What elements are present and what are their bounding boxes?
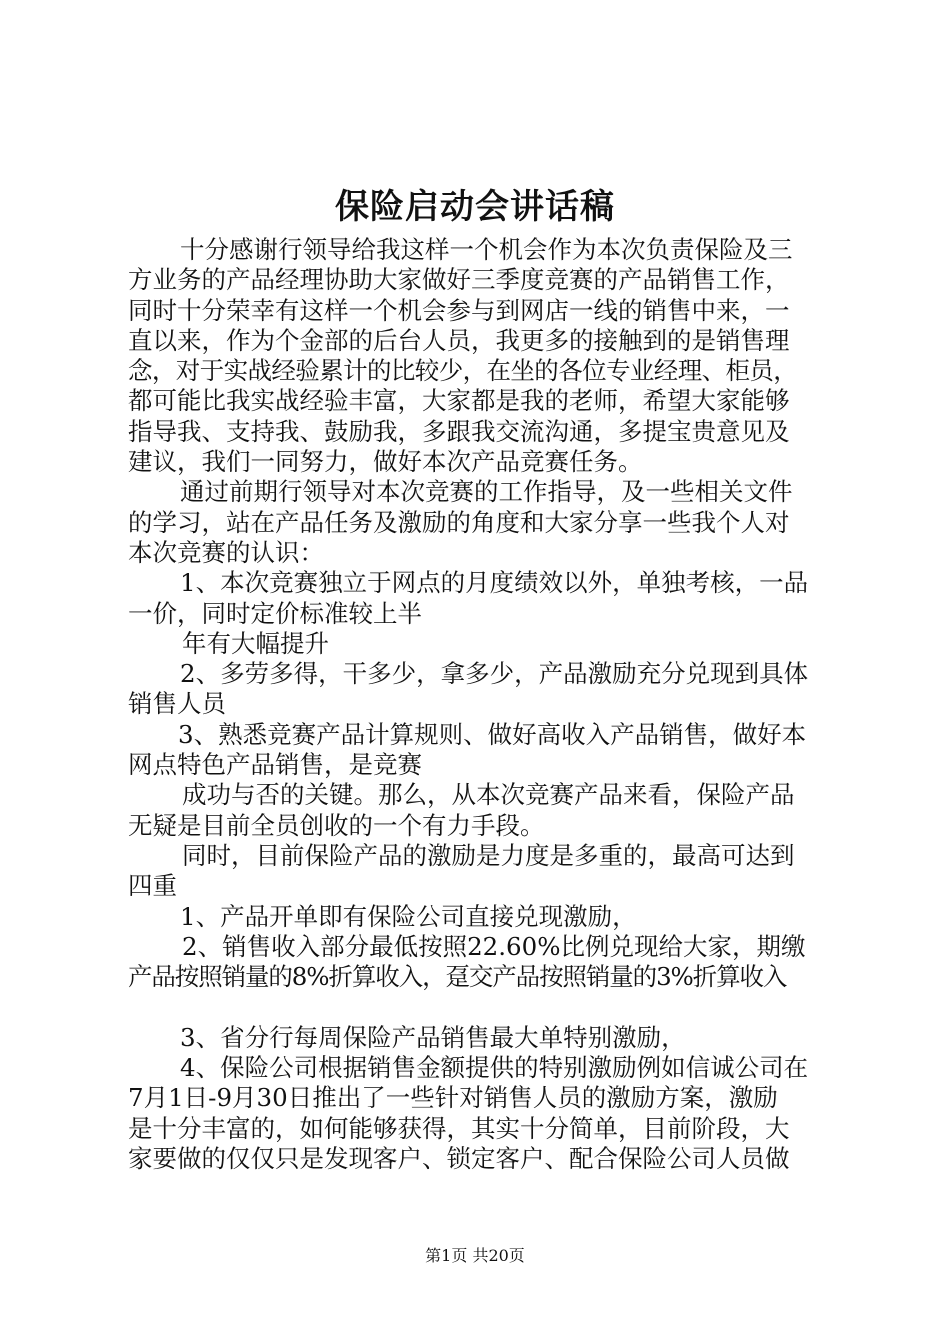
list-line: 3、省分行每周保险产品销售最大单特别激励， xyxy=(180,1022,686,1052)
list-line: 2、多劳多得，干多少，拿多少，产品激励充分兑现到具体 xyxy=(180,659,809,689)
paragraph-line: 指导我、支持我、鼓励我，多跟我交流沟通，多提宝贵意见及 xyxy=(128,416,790,446)
paragraph-line: 建议，我们一同努力，做好本次产品竞赛任务。 xyxy=(128,447,643,477)
paragraph-line: 四重 xyxy=(128,871,177,901)
paragraph-line: 十分感谢行领导给我这样一个机会作为本次负责保险及三 xyxy=(180,235,793,264)
list-line: 网点特色产品销售，是竞赛 xyxy=(128,750,422,780)
paragraph-line: 直以来，作为个金部的后台人员，我更多的接触到的是销售理 xyxy=(128,325,790,355)
list-line: 家要做的仅仅只是发现客户、锁定客户、配合保险公司人员做 xyxy=(128,1143,790,1173)
blank-line xyxy=(128,992,840,1022)
list-line: 1、本次竞赛独立于网点的月度绩效以外，单独考核，一品 xyxy=(180,568,809,598)
list-line: 是十分丰富的，如何能够获得，其实十分简单，目前阶段，大 xyxy=(128,1113,790,1143)
list-line: 年有大幅提升 xyxy=(182,628,329,658)
paragraph-line: 无疑是目前全员创收的一个有力手段。 xyxy=(128,810,545,840)
paragraph-line: 通过前期行领导对本次竞赛的工作指导，及一些相关文件 xyxy=(180,477,793,507)
paragraph-line: 的学习，站在产品任务及激励的角度和大家分享一些我个人对 xyxy=(128,507,790,537)
list-line: 4、保险公司根据销售金额提供的特别激励例如信诚公司在 xyxy=(180,1053,809,1083)
list-line: 2、销售收入部分最低按照22.60%比例兑现给大家，期缴 xyxy=(182,931,806,961)
document-body xyxy=(128,235,840,1174)
page-number-footer: 第1页 共20页 xyxy=(425,1246,525,1265)
paragraph-line: 念，对于实战经验累计的比较少，在坐的各位专业经理、柜员， xyxy=(128,356,798,386)
paragraph-line: 成功与否的关键。那么，从本次竞赛产品来看，保险产品 xyxy=(182,780,795,810)
paragraph-line: 本次竞赛的认识： xyxy=(128,537,324,567)
paragraph-line: 同时十分荣幸有这样一个机会参与到网店一线的销售中来，一 xyxy=(128,295,790,325)
paragraph-line: 同时，目前保险产品的激励是力度是多重的，最高可达到 xyxy=(182,840,795,870)
paragraph-line: 都可能比我实战经验丰富，大家都是我的老师，希望大家能够 xyxy=(128,386,790,416)
list-line: 7月1日-9月30日推出了一些针对销售人员的激励方案，激励 xyxy=(128,1083,778,1113)
paragraph-line: 方业务的产品经理协助大家做好三季度竞赛的产品销售工作， xyxy=(128,265,790,295)
document-title: 保险启动会讲话稿 xyxy=(335,187,615,227)
list-line: 一价，同时定价标准较上半 xyxy=(128,598,422,628)
list-line: 1、产品开单即有保险公司直接兑现激励， xyxy=(180,901,637,931)
list-line: 产品按照销量的8%折算收入，趸交产品按照销量的3%折算收入 xyxy=(128,962,787,992)
list-line: 销售人员 xyxy=(128,689,226,719)
list-line: 3、熟悉竞赛产品计算规则、做好高收入产品销售，做好本 xyxy=(178,719,807,749)
